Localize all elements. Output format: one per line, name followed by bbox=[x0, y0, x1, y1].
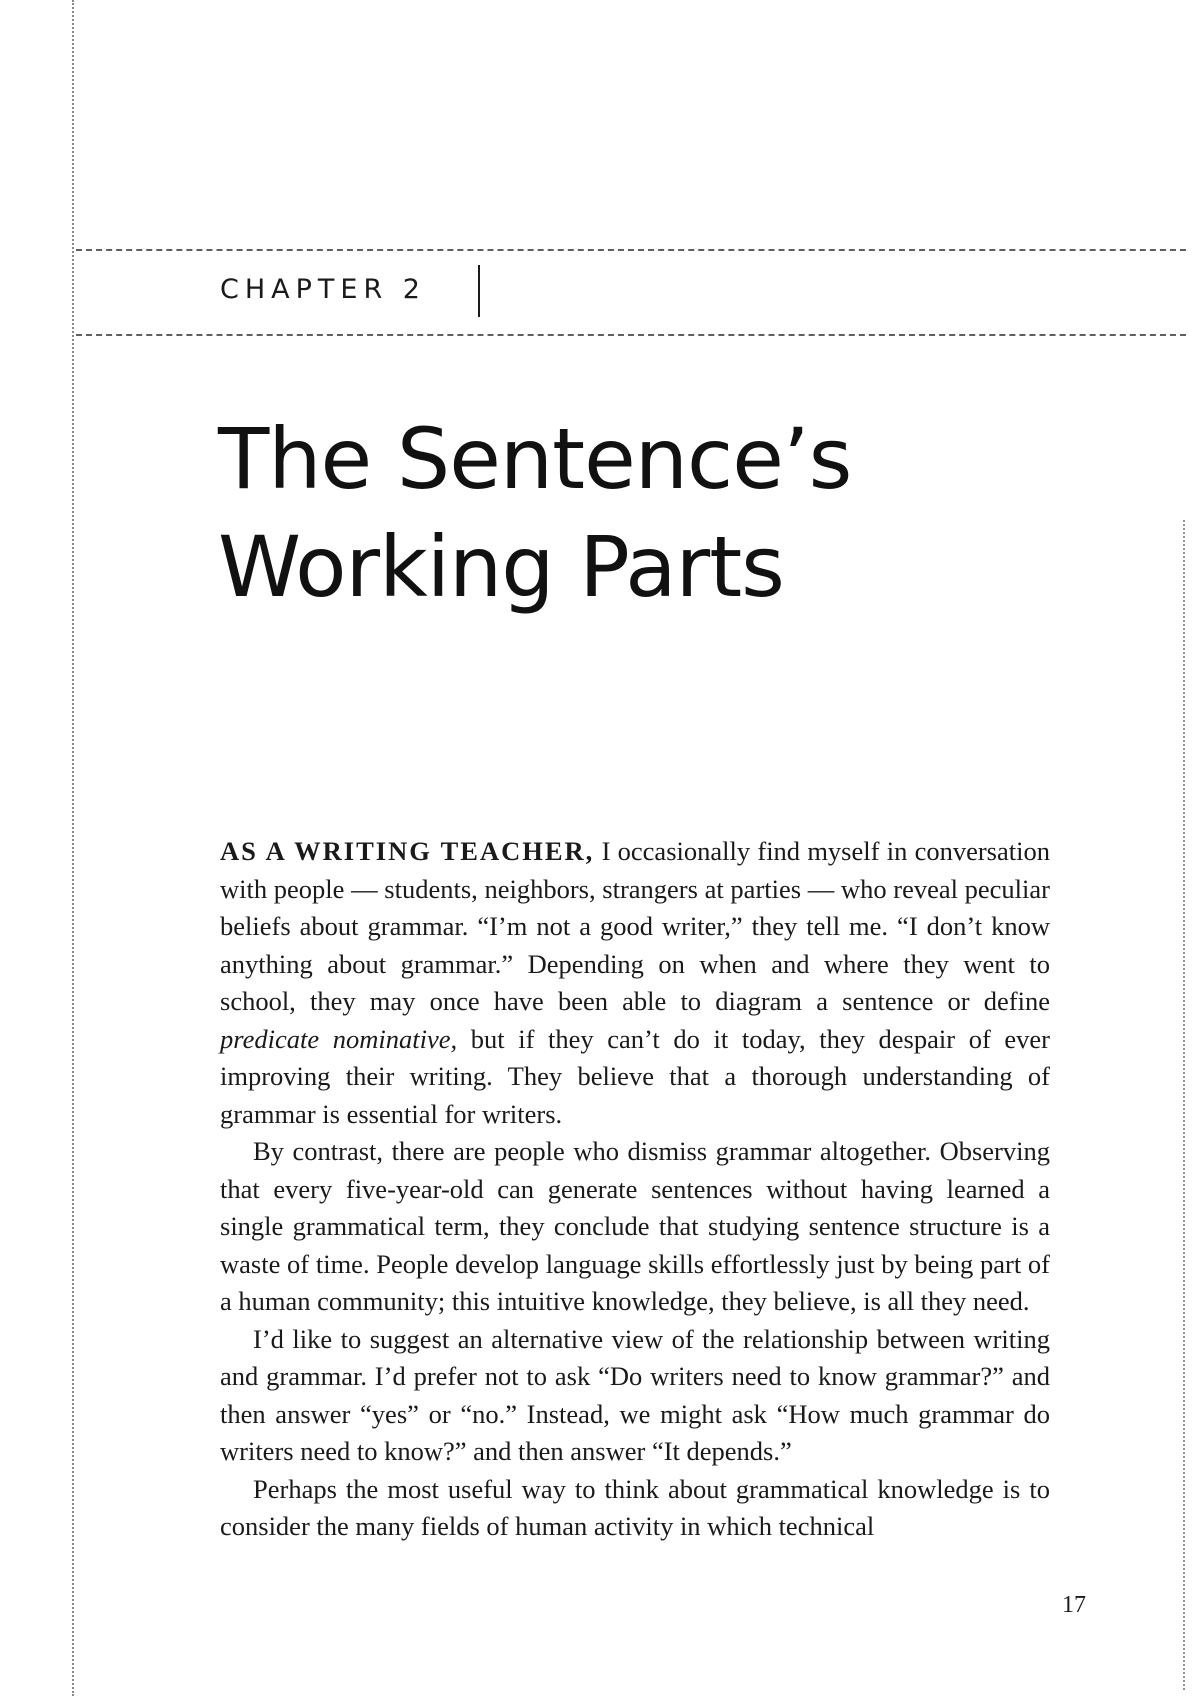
page-number: 17 bbox=[1062, 1592, 1086, 1618]
paragraph-3: I’d like to suggest an alternative view of the relationship between writing and grammar. I’d prefer not to ask “Do writers need to know grammar?” and then answer “yes” or “no.” Instead, we might ask “How much grammar do writers need to know?” and then answer “It depends.” bbox=[220, 1323, 1050, 1466]
chapter-title-line-1: The Sentence’s bbox=[218, 410, 852, 508]
scan-edge-left bbox=[72, 0, 74, 1696]
paragraph-1 bbox=[220, 833, 1050, 1133]
chapter-label: CHAPTER 2 bbox=[220, 274, 426, 305]
chapter-divider bbox=[478, 265, 480, 317]
body-text bbox=[220, 833, 1050, 1546]
paragraph-lead-in: AS A WRITING TEACHER, bbox=[220, 836, 595, 866]
scan-edge-right bbox=[1183, 520, 1185, 1690]
chapter-title-line-2: Working Parts bbox=[218, 518, 784, 616]
chapter-title bbox=[218, 405, 851, 621]
paragraph-1-text-b: but if they can’t do it today, they despair of ever improving their writing. They believe that a thorough understanding of grammar is essential for writers. bbox=[220, 1023, 1050, 1129]
header-rule-bottom bbox=[76, 334, 1186, 336]
header-rule-top bbox=[76, 249, 1186, 251]
paragraph-1-text-a: I occasionally find myself in conversation with people — students, neighbors, strangers at parties — who reveal peculiar beliefs about grammar. “I’m not a good writer,” they tell me. “I don’t know anything about grammar.” Depending on when and where they went to school, they may once have been able to diagram a sentence or define bbox=[220, 836, 1050, 1016]
paragraph-1-italic-term: predicate nominative, bbox=[220, 1023, 458, 1054]
paragraph-2: By contrast, there are people who dismiss grammar altogether. Observing that every five-year-old can generate sentences without having learned a single grammatical term, they conclude that studying sentence structure is a waste of time. People develop language skills effortlessly just by being part of a human community; this intuitive knowledge, they believe, is all they need. bbox=[220, 1136, 1050, 1316]
paragraph-4: Perhaps the most useful way to think about grammatical knowledge is to consider the many fields of human activity in which technical bbox=[220, 1473, 1050, 1541]
